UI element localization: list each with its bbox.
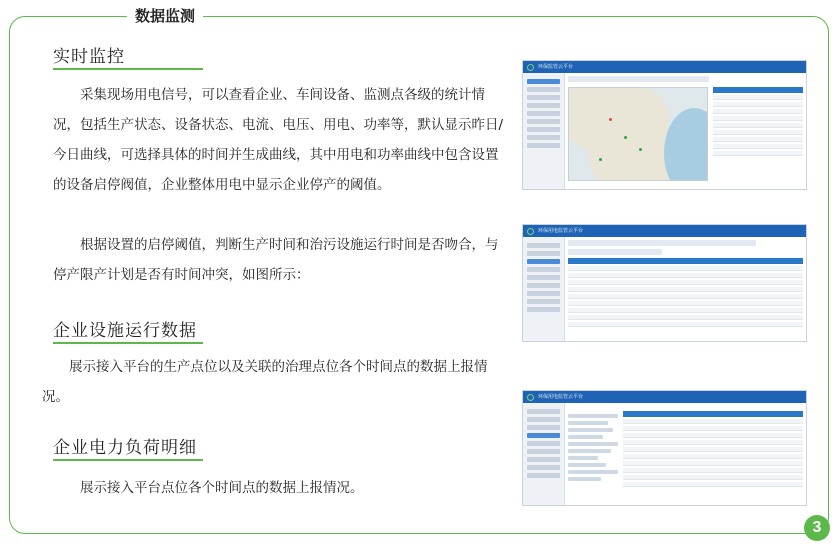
app-title: 环保监管云平台 bbox=[538, 64, 574, 70]
paragraph: 根据设置的启停阈值，判断生产时间和治污设施运行时间是否吻合，与停产限产计划是否有时间冲突，如图所示： bbox=[53, 237, 499, 283]
screenshot-power-load bbox=[522, 390, 807, 506]
page-number-badge: 3 bbox=[804, 515, 830, 541]
app-title: 环保用电监管云平台 bbox=[538, 228, 584, 234]
logo-icon bbox=[527, 64, 534, 71]
sidebar bbox=[523, 73, 565, 189]
paragraph: 展示接入平台点位各个时间点的数据上报情况。 bbox=[80, 480, 364, 496]
screenshot-facility-data bbox=[522, 224, 807, 342]
logo-icon bbox=[527, 394, 534, 401]
logo-icon bbox=[527, 228, 534, 235]
paragraph: 展示接入平台的生产点位以及关联的治理点位各个时间点的数据上报情况。 bbox=[42, 359, 488, 405]
section-heading-realtime: 实时监控 bbox=[53, 47, 125, 67]
map bbox=[568, 87, 708, 181]
page-title: 数据监测 bbox=[127, 4, 203, 28]
sidebar bbox=[523, 237, 565, 341]
app-title: 环保用电监管云平台 bbox=[538, 394, 584, 400]
screenshot-realtime-monitor bbox=[522, 60, 807, 190]
sidebar bbox=[523, 403, 565, 505]
heading-underline bbox=[53, 342, 203, 344]
paragraph: 采集现场用电信号，可以查看企业、车间设备、监测点各级的统计情况，包括生产状态、设备状态、电流、电压、用电、功率等，默认显示昨日/今日曲线，可选择具体的时间并生成曲线，其中用电和功率曲线中包含设置的设备启停阀值，企业整体用电中显示企业停产的阈值。 bbox=[53, 87, 504, 193]
heading-underline bbox=[53, 459, 203, 461]
tree-panel bbox=[568, 411, 618, 484]
section-heading-facility: 企业设施运行数据 bbox=[53, 321, 197, 341]
section-heading-power-load: 企业电力负荷明细 bbox=[53, 438, 197, 458]
heading-underline bbox=[53, 68, 203, 70]
